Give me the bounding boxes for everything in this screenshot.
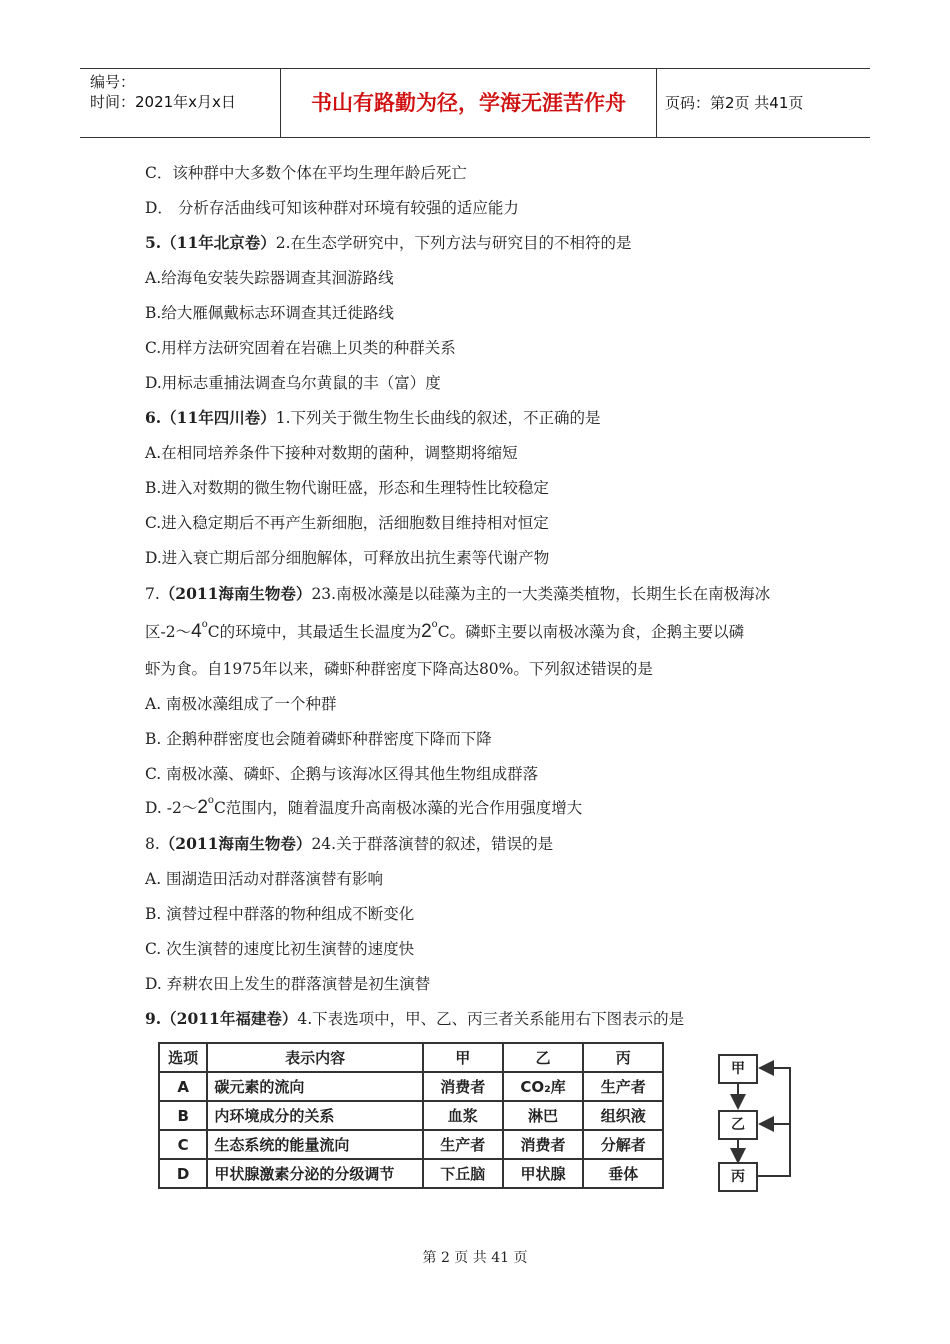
table-row — [159, 1101, 663, 1130]
q7-line-3: 虾为食。自1975年以来，磷虾种群密度下降高达80%。下列叙述错误的是 — [145, 660, 653, 678]
table-cell: 甲状腺激素分泌的分级调节 — [207, 1159, 423, 1188]
diagram-box-jia: 甲 — [718, 1054, 758, 1084]
time-label: 时间：2021年x月x日 — [90, 93, 236, 111]
degree-icon: o — [201, 618, 208, 630]
diagram-box-bing: 丙 — [718, 1162, 758, 1192]
motto: 书山有路勤为径，学海无涯苦作舟 — [280, 69, 657, 137]
degree-icon: o — [207, 794, 214, 806]
text-line: A.给海龟安装失踪器调查其洄游路线 — [145, 269, 394, 287]
text-line: D． 分析存活曲线可知该种群对环境有较强的适应能力 — [145, 199, 519, 217]
table-cell: CO₂库 — [503, 1072, 584, 1101]
table-cell: 内环境成分的关系 — [207, 1101, 423, 1130]
table-cell: 生产者 — [583, 1072, 663, 1101]
text-line: D. 弃耕农田上发生的群落演替是初生演替 — [145, 975, 431, 993]
text-line: C. 次生演替的速度比初生演替的速度快 — [145, 940, 415, 958]
diagram-box-yi: 乙 — [718, 1110, 758, 1140]
table-cell: B — [159, 1101, 207, 1130]
page-footer: 第 2 页 共 41 页 — [422, 1250, 528, 1266]
table-row — [159, 1159, 663, 1188]
text-line: D.进入衰亡期后部分细胞解体，可释放出抗生素等代谢产物 — [145, 549, 550, 567]
table-header-cell: 表示内容 — [207, 1043, 423, 1072]
table-header-cell: 甲 — [423, 1043, 503, 1072]
table-header-cell: 乙 — [503, 1043, 584, 1072]
table-cell: 生态系统的能量流向 — [207, 1130, 423, 1159]
text-line: C．该种群中大多数个体在平均生理年龄后死亡 — [145, 164, 467, 182]
text-line: B.给大雁佩戴标志环调查其迁徙路线 — [145, 304, 394, 322]
table-header-row — [159, 1043, 663, 1072]
table-cell: 甲状腺 — [503, 1159, 584, 1188]
table-cell: 碳元素的流向 — [207, 1072, 423, 1101]
table-cell: 垂体 — [583, 1159, 663, 1188]
text-line: 5.（11年北京卷）2.在生态学研究中，下列方法与研究目的不相符的是 — [145, 233, 632, 252]
table-cell: 淋巴 — [503, 1101, 584, 1130]
q7-option-d: D. -2～2$^o$C范围内，随着温度升高南极冰藻的光合作用强度增大 — [145, 794, 583, 818]
table-header-cell: 丙 — [583, 1043, 663, 1072]
text-line: A. 围湖造田活动对群落演替有影响 — [145, 870, 384, 888]
degree-icon: o — [431, 618, 438, 630]
q7-option-c: C. 南极冰藻、磷虾、企鹅与该海冰区得其他生物组成群落 — [145, 765, 539, 783]
text-line: D.用标志重捕法调查乌尔黄鼠的丰（富）度 — [145, 374, 441, 392]
table-cell: 消费者 — [423, 1072, 503, 1101]
table-row — [159, 1130, 663, 1159]
table-cell: 分解者 — [583, 1130, 663, 1159]
table-cell: 生产者 — [423, 1130, 503, 1159]
q7-option-b: B. 企鹅种群密度也会随着磷虾种群密度下降而下降 — [145, 730, 492, 748]
table-cell: C — [159, 1130, 207, 1159]
temp-4: 4 — [191, 621, 202, 642]
table-header-cell: 选项 — [159, 1043, 207, 1072]
q7-line-2: 区-2～4$^o$C的环境中，其最适生长温度为2$^o$C。磷虾主要以南极冰藻为食，企鹅主要以磷 — [145, 618, 745, 642]
table-cell: A — [159, 1072, 207, 1101]
page-header — [80, 68, 870, 138]
temp-2: 2 — [421, 621, 432, 642]
text-line: B. 演替过程中群落的物种组成不断变化 — [145, 905, 415, 923]
text-line: A.在相同培养条件下接种对数期的菌种，调整期将缩短 — [145, 444, 518, 462]
header-meta — [80, 69, 280, 137]
text-line: 6.（11年四川卷）1.下列关于微生物生长曲线的叙述，不正确的是 — [145, 408, 601, 427]
table-cell: 血浆 — [423, 1101, 503, 1130]
table-cell: 下丘脑 — [423, 1159, 503, 1188]
q7-option-a: A. 南极冰藻组成了一个种群 — [145, 695, 337, 713]
temp-2: 2 — [197, 797, 208, 818]
table-cell: 组织液 — [583, 1101, 663, 1130]
table-row — [159, 1072, 663, 1101]
text-line: B.进入对数期的微生物代谢旺盛，形态和生理特性比较稳定 — [145, 479, 549, 497]
page-label: 页码：第2页 共41页 — [665, 94, 804, 112]
text-line: 7.（2011海南生物卷）23.南极冰藻是以硅藻为主的一大类藻类植物，长期生长在南极海冰 — [145, 584, 771, 603]
options-table — [158, 1042, 664, 1189]
text-line: C.用样方法研究固着在岩礁上贝类的种群关系 — [145, 339, 456, 357]
text-line: 9.（2011年福建卷）4.下表选项中，甲、乙、丙三者关系能用右下图表示的是 — [145, 1009, 685, 1028]
table-cell: D — [159, 1159, 207, 1188]
relation-diagram — [710, 1042, 810, 1202]
text-line: C.进入稳定期后不再产生新细胞，活细胞数目维持相对恒定 — [145, 514, 549, 532]
text-line: 8.（2011海南生物卷）24.关于群落演替的叙述，错误的是 — [145, 834, 554, 853]
code-label: 编号： — [90, 73, 136, 91]
table-cell: 消费者 — [503, 1130, 584, 1159]
